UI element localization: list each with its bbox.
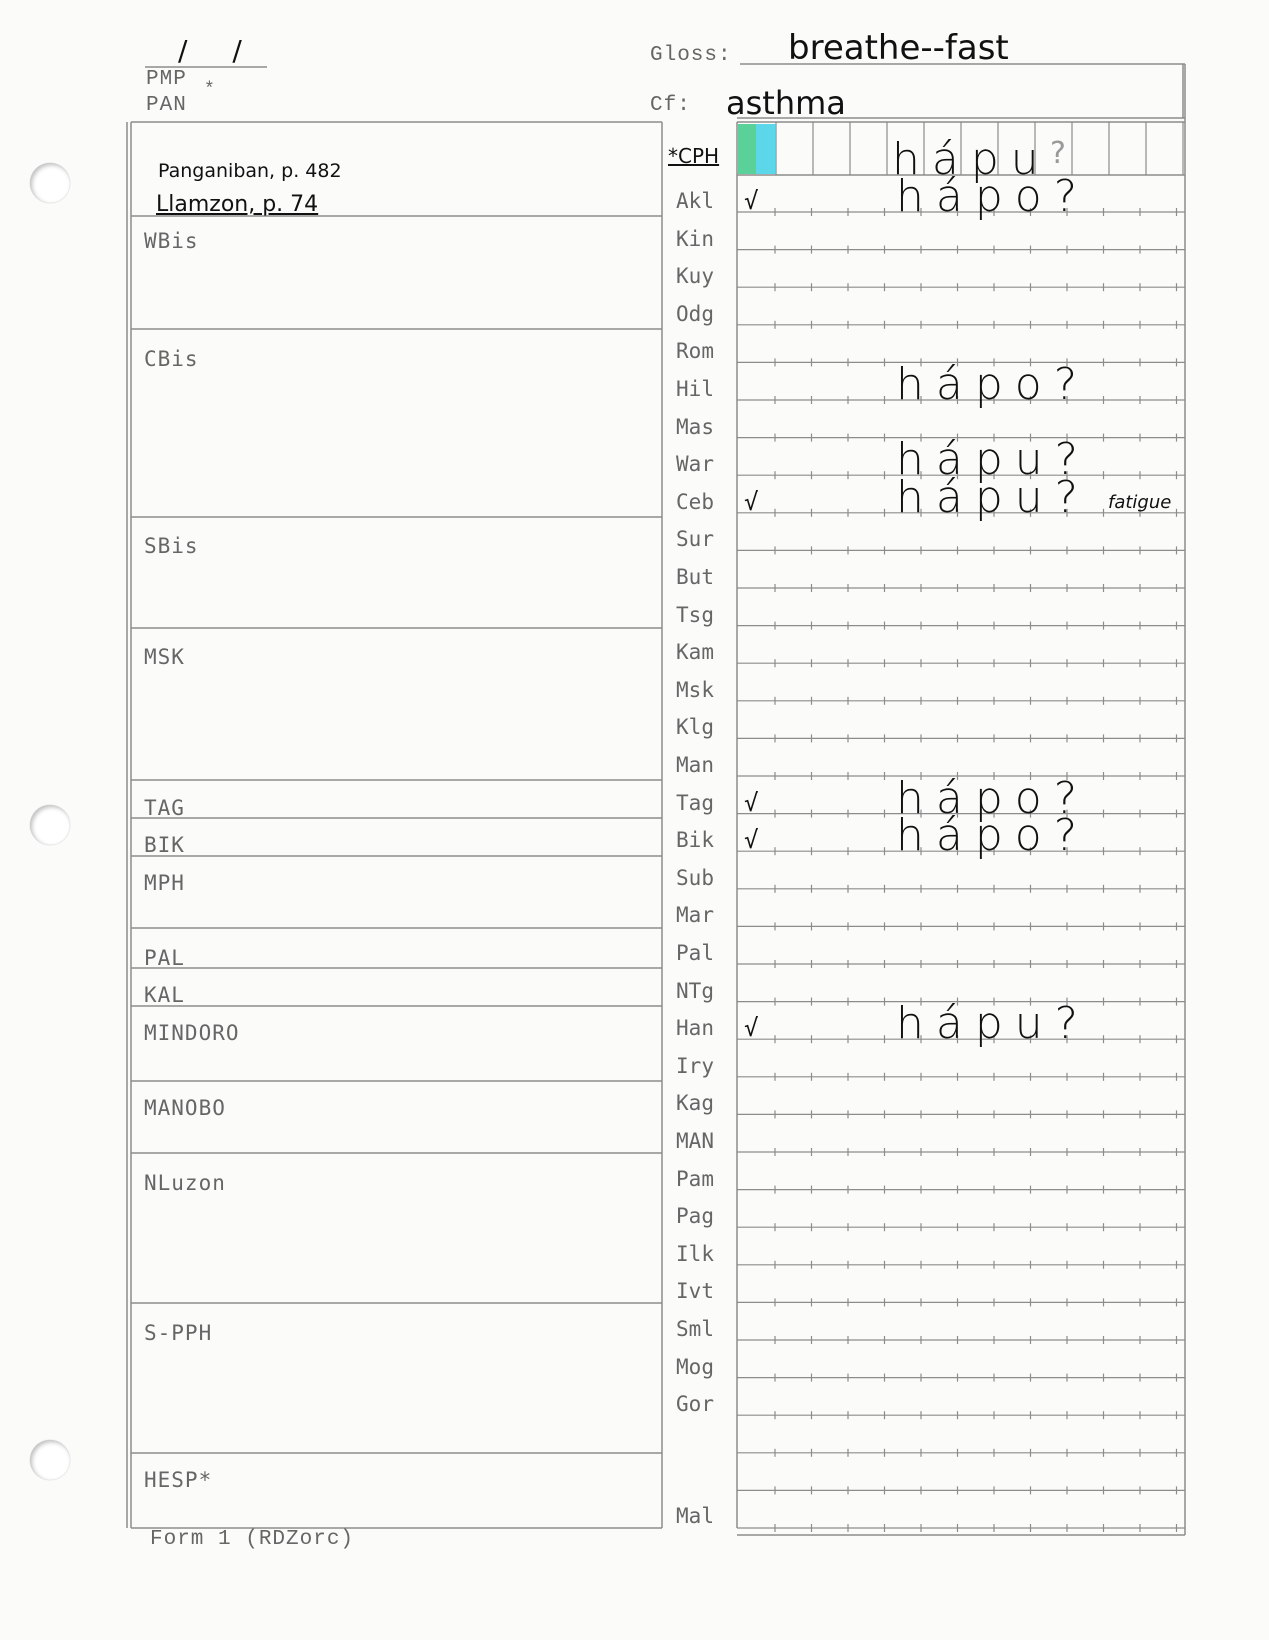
region-manobo: MANOBO — [144, 1096, 226, 1120]
lang-code-kag: Kag — [676, 1091, 714, 1116]
region-msk: MSK — [144, 645, 185, 669]
lang-code-mar: Mar — [676, 903, 714, 928]
region-bik: BIK — [144, 833, 185, 857]
reflex-form-war: hápu? — [896, 434, 1091, 486]
lang-code-pam: Pam — [676, 1166, 714, 1191]
lang-code-kuy: Kuy — [676, 264, 714, 289]
reflex-form-han: hápu? — [896, 998, 1091, 1050]
lang-code-war: War — [676, 452, 714, 477]
lang-code-kam: Kam — [676, 640, 714, 665]
lang-code-sub: Sub — [676, 865, 714, 890]
lang-code-mog: Mog — [676, 1354, 714, 1379]
lang-code-rom: Rom — [676, 339, 714, 364]
source-panganiban: Panganiban, p. 482 — [158, 160, 342, 182]
form-footer: Form 1 (RDZorc) — [150, 1528, 355, 1551]
lang-code-msk: Msk — [676, 677, 714, 702]
region-nluzon: NLuzon — [144, 1171, 226, 1195]
source-llamzon: Llamzon, p. 74 — [156, 192, 319, 217]
gloss-label: Gloss: — [650, 44, 732, 67]
cf-label: Cf: — [650, 94, 691, 117]
lang-code-bik: Bik — [676, 828, 714, 853]
cph-label: *CPH — [668, 144, 720, 168]
reflex-form-bik: hápo? — [896, 810, 1090, 862]
cyan-highlight — [756, 124, 776, 174]
lang-code-ceb: Ceb — [676, 489, 714, 514]
lang-code-mas: Mas — [676, 414, 714, 439]
region-s-pph: S-PPH — [144, 1321, 213, 1345]
check-mark-han: √ — [744, 1014, 759, 1043]
gloss-note-ceb: fatigue — [1108, 491, 1172, 513]
lang-code-kin: Kin — [676, 226, 714, 251]
lang-code-tag: Tag — [676, 790, 714, 815]
region-hesp: HESP* — [144, 1468, 213, 1492]
lang-code-man: MAN — [676, 1129, 714, 1153]
check-mark-tag: √ — [744, 788, 759, 817]
region-cbis: CBis — [144, 347, 199, 371]
reflex-form-hil: hápo? — [896, 359, 1090, 410]
lang-code-pal: Pal — [676, 941, 714, 965]
pan-label: PAN — [146, 94, 187, 117]
region-mph: MPH — [144, 871, 185, 895]
region-tag: TAG — [144, 796, 185, 820]
region-wbis: WBis — [144, 229, 199, 253]
region-sbis: SBis — [144, 534, 199, 558]
cf-value: asthma — [726, 84, 846, 122]
lang-code-hil: Hil — [676, 377, 714, 401]
lang-code-sml: Sml — [676, 1317, 714, 1341]
reflex-form-akl: hápo? — [896, 171, 1090, 222]
lang-code-ntg: NTg — [676, 978, 714, 1003]
region-pal: PAL — [144, 946, 185, 970]
lang-code-ilk: Ilk — [676, 1241, 714, 1266]
lang-code-iry: Iry — [676, 1053, 714, 1078]
pmp-label: PMP — [146, 68, 187, 91]
reconstruction-asterisk: * — [204, 80, 216, 100]
lang-code-pag: Pag — [676, 1204, 714, 1229]
lang-code-tsg: Tsg — [676, 602, 714, 627]
check-mark-ceb: √ — [744, 487, 759, 516]
lang-code-sur: Sur — [676, 527, 714, 552]
lang-code-odg: Odg — [676, 301, 714, 326]
reflex-form-tag: hápo? — [896, 772, 1090, 824]
cph-form: hápu — [892, 134, 1051, 185]
check-mark-bik: √ — [744, 826, 759, 855]
region-kal: KAL — [144, 983, 185, 1007]
date-mark: / / — [178, 34, 260, 67]
region-mindoro: MINDORO — [144, 1021, 240, 1045]
reflex-form-ceb: hápu? — [896, 471, 1091, 523]
gloss-value: breathe--fast — [788, 28, 1009, 68]
lang-code-ivt: Ivt — [676, 1279, 714, 1304]
lang-code-gor: Gor — [676, 1392, 714, 1417]
lang-code-but: But — [676, 565, 714, 589]
lang-code-mal: Mal — [676, 1504, 714, 1528]
lang-code-man: Man — [676, 753, 714, 777]
check-mark-akl: √ — [744, 187, 759, 215]
lang-code-akl: Akl — [676, 189, 714, 213]
green-highlight — [738, 124, 756, 174]
lang-code-han: Han — [676, 1016, 714, 1041]
lang-code-klg: Klg — [676, 715, 714, 740]
cph-query: ? — [1050, 136, 1066, 171]
